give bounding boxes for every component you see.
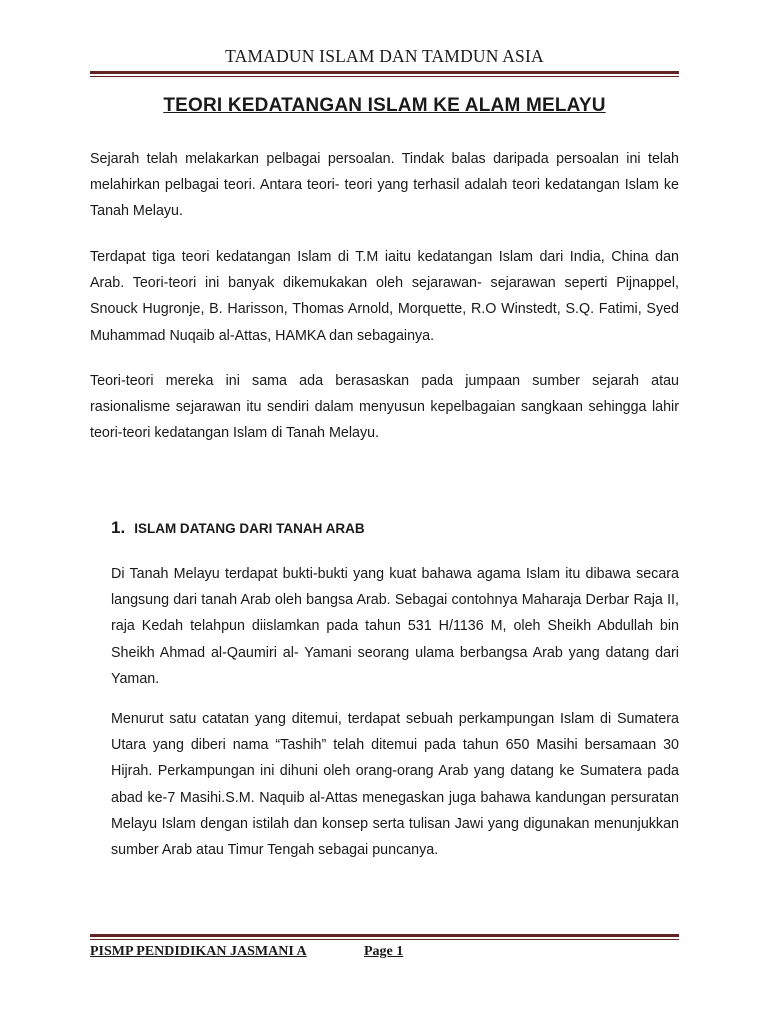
footer-page-number: Page 1 bbox=[364, 944, 404, 959]
header-rule-thick bbox=[90, 71, 679, 74]
footer-left-text: PISMP PENDIDIKAN JASMANI A bbox=[90, 944, 307, 959]
section-number: 1. bbox=[111, 518, 126, 537]
section-paragraph-2: Menurut satu catatan yang ditemui, terdapat sebuah perkampungan Islam di Sumatera Utara yang diberi nama “Tashih” telah ditemui pada tahun 650 Masihi bersamaan 30 Hijrah. Perkampungan ini dihuni oleh orang-orang Arab yang datang ke Sumatera pada abad ke-7 Masihi.S.M. Naquib al-Attas menegaskan juga bahawa kandungan persuratan Melayu Islam dengan istilah dan konsep serta tulisan Jawi yang digunakan menunjukkan sumber Arab atau Timur Tengah sebagai puncanya. bbox=[111, 711, 679, 859]
section-heading-text: ISLAM DATANG DARI TANAH ARAB bbox=[134, 521, 365, 536]
section-heading bbox=[111, 518, 365, 538]
intro-paragraph-3: Teori-teori mereka ini sama ada berasaskan pada jumpaan sumber sejarah atau rasionalisme sejarawan itu sendiri dalam menyusun kepelbagaian sangkaan sehingga lahir teori-teori kedatangan Islam di Tanah Melayu. bbox=[90, 373, 679, 442]
footer-rule-thick bbox=[90, 934, 679, 937]
page-header: TAMADUN ISLAM DAN TAMDUN ASIA bbox=[225, 46, 544, 66]
intro-paragraph-1: Sejarah telah melakarkan pelbagai persoalan. Tindak balas daripada persoalan ini telah melahirkan pelbagai teori. Antara teori- teori yang terhasil adalah teori kedatangan Islam ke Tanah Melayu. bbox=[90, 151, 679, 220]
document-title: TEORI KEDATANGAN ISLAM KE ALAM MELAYU bbox=[163, 95, 606, 116]
footer-rule-thin bbox=[90, 939, 679, 940]
section-paragraph-1: Di Tanah Melayu terdapat bukti-bukti yang kuat bahawa agama Islam itu dibawa secara langsung dari tanah Arab oleh bangsa Arab. Sebagai contohnya Maharaja Derbar Raja II, raja Kedah telahpun diislamkan pada tahun 531 H/1136 M, oleh Sheikh Abdullah bin Sheikh Ahmad al-Qaumiri al- Yamani seorang ulama berbangsa Arab yang datang dari Yaman. bbox=[111, 566, 679, 687]
header-rule-thin bbox=[90, 76, 679, 77]
intro-paragraph-2: Terdapat tiga teori kedatangan Islam di T.M iaitu kedatangan Islam dari India, China dan Arab. Teori-teori ini banyak dikemukakan oleh sejarawan- sejarawan seperti Pijnappel, Snouck Hugronje, B. Harisson, Thomas Arnold, Morquette, R.O Winstedt, S.Q. Fatimi, Syed Muhammad Nuqaib al-Attas, HAMKA dan sebagainya. bbox=[90, 249, 679, 344]
